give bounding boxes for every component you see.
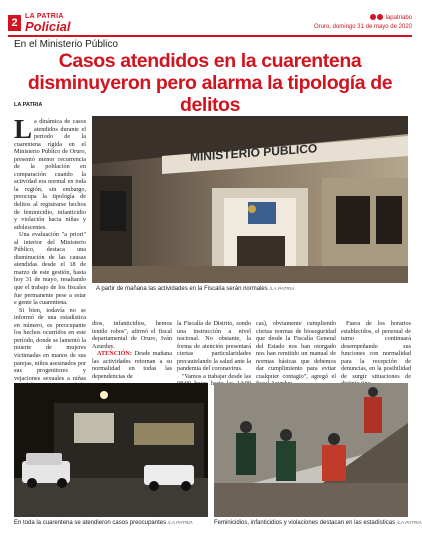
edition-date: Oruro, domingo 31 de mayo de 2020 xyxy=(313,24,412,30)
paragraph: Si bien, todavía no se informó de una estadística en número, es preocupante los hechos ocurridos en este período, donde se lamentó la muerte de mujeres victimadas en manos de sus parejas, niños asesinados por sus progenitores y vejaciones sexuales a niñas xyxy=(14,306,86,382)
caption-text: En toda la cuarentena se atendieron casos preocupantes xyxy=(14,520,167,526)
right-photo-caption xyxy=(214,520,422,526)
paragraph: Fuera de los horarios establecidos, el personal de turno continuará desempeñando sus funciones con normalidad para la recepción de denuncias, en la posibilidad de surgir situaciones de xyxy=(341,320,411,380)
paragraph-text: a dinámica de casos atendidos durante el periodo de la cuarentena rígida en el Ministerio Público de Oruro, presentó menor recurrencia de la población en comparación cuando la actividad era normal en toda la región; sin embargo, preocupa la tipología de delitos al registrarse hechos de feminicidio, infanticidio y violación hacia niñas y adolescentes. xyxy=(14,118,86,231)
article-kicker: En el Ministerio Público xyxy=(14,39,118,50)
paragraph: dios, infanticidios, hemos tenido robos", afirmó el fiscal departamental de Oruro, Iván Azurduy. xyxy=(92,320,172,350)
left-photo-caption xyxy=(14,520,193,526)
article-column-5 xyxy=(341,320,411,380)
article-byline: LA PATRIA xyxy=(14,102,43,108)
paragraph: Una evaluación "a priori" al interior del Ministerio Público, destaca una disminución de las causas atendidas desde el 18 de marzo de este gestión, hasta hoy 31 de mayo, resaltando que el trabajo de los fiscales fue permanente pese a estar e gente la cuarentena. xyxy=(14,231,86,307)
paragraph xyxy=(92,350,172,380)
caption-text: Feminicidios, infanticidios y violaciones destacan en las estadísticas xyxy=(214,520,396,526)
headline-line-2: disminuyeron pero alarma la tipología de delitos xyxy=(27,72,393,116)
masthead xyxy=(8,12,412,34)
photo-credit: /LA PATRIA xyxy=(269,287,295,292)
section-title: Policial xyxy=(25,19,71,34)
twitter-icon xyxy=(377,14,383,20)
paragraph-text: Desde mañana las actividades retornan a su normalidad en todas las dependencias de xyxy=(92,350,172,380)
caption-text: A partir de mañana las actividades en la Fiscalía serán normales xyxy=(96,286,268,292)
facebook-icon xyxy=(370,14,376,20)
header-divider xyxy=(8,35,412,37)
paragraph: "Vamos a trabajar desde las xyxy=(182,372,251,380)
photo-credit: /LA PATRIA xyxy=(396,521,422,526)
social-handle[interactable] xyxy=(370,14,412,21)
rescue-scene-photo xyxy=(214,383,408,517)
paragraph: la Fiscalía de Distrito, sondo una instrucción a nivel nacional. No obstante, la forma de atención presentará ciertas particularidades precautelando la salud ante la pandemia del coronavirus. xyxy=(177,320,251,373)
social-handle-text: lapatriabo xyxy=(385,15,412,21)
newspaper-brand: LA PATRIA xyxy=(25,13,64,20)
headline-line-1: Casos atendidos en la cuarentena xyxy=(58,50,362,72)
article-column-2 xyxy=(92,320,172,380)
subheading-atencion: ATENCIÓN: xyxy=(97,350,132,358)
building-photo xyxy=(92,116,408,283)
article-column-4 xyxy=(256,320,336,380)
main-photo-caption xyxy=(96,286,294,292)
paragraph: cas), obviamente cumpliendo ciertas normas de bioseguridad que desde la Fiscalía General del Estado nos han otorgado nos han remitido un manual de normas básicas que debemos dar cumplimiento para evitar cualquier contagio", agregó el xyxy=(256,320,336,380)
photo-credit: /LA PATRIA xyxy=(167,521,193,526)
drop-cap: L xyxy=(14,114,33,144)
paragraph xyxy=(14,114,86,231)
article-headline xyxy=(14,50,406,116)
article-column-3 xyxy=(177,320,251,380)
night-street-photo xyxy=(14,383,208,517)
page-number: 2 xyxy=(8,15,21,31)
building-sign-text: MINISTERIO PÚBLICO xyxy=(190,141,318,165)
